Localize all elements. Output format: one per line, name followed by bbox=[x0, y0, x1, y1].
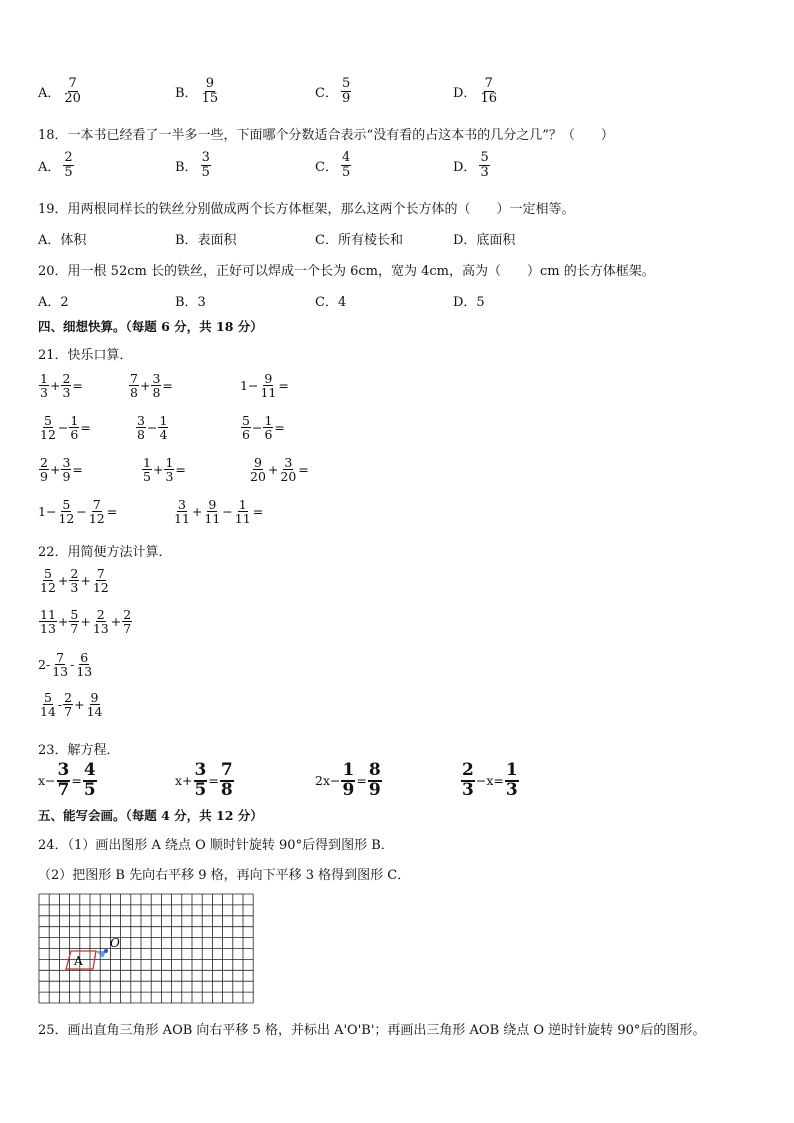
q20-option-d: D．5 bbox=[453, 295, 485, 310]
operator: − bbox=[146, 420, 158, 436]
option-label: D． bbox=[453, 85, 477, 101]
denominator: 14 bbox=[40, 704, 56, 720]
q21-expression bbox=[128, 372, 173, 399]
fraction bbox=[341, 151, 351, 179]
q21-expression bbox=[38, 456, 83, 483]
fraction bbox=[136, 414, 146, 441]
denominator: 7 bbox=[64, 704, 73, 720]
fraction bbox=[341, 77, 351, 105]
q21-expression bbox=[38, 372, 83, 399]
fraction bbox=[479, 151, 489, 179]
fraction bbox=[129, 372, 139, 399]
numerator: 11 bbox=[40, 607, 56, 622]
fraction bbox=[57, 498, 75, 525]
q23-title: 23．解方程． bbox=[38, 743, 120, 758]
numerator: 7 bbox=[92, 497, 101, 512]
operator: + bbox=[267, 462, 279, 478]
denominator: 4 bbox=[159, 427, 168, 443]
option-label: A． bbox=[38, 159, 61, 175]
denominator: 3 bbox=[165, 469, 174, 485]
numerator: 7 bbox=[484, 76, 493, 91]
operator: = bbox=[356, 773, 367, 789]
numerator: 3 bbox=[177, 497, 186, 512]
fraction bbox=[63, 77, 82, 105]
denominator: 3 bbox=[505, 779, 518, 800]
numerator: 2 bbox=[123, 607, 132, 622]
numerator: 2 bbox=[62, 371, 71, 386]
q23-equation bbox=[315, 762, 383, 800]
numerator: 1 bbox=[159, 413, 168, 428]
q20-option-b: B．3 bbox=[175, 295, 206, 310]
numerator: 5 bbox=[70, 607, 79, 622]
q20-text: 20．用一根 52cm 长的铁丝，正好可以焊成一个长为 6cm，宽为 4cm，高为（ ）cm 的长方体框架。 bbox=[38, 264, 655, 279]
operator: − bbox=[57, 420, 69, 436]
label-a: A bbox=[74, 954, 83, 968]
denominator: 5 bbox=[201, 164, 210, 180]
denominator: 12 bbox=[40, 580, 56, 596]
operator: = bbox=[298, 462, 309, 478]
fraction bbox=[249, 456, 267, 483]
q18-text: 18．一本书已经看了一半多一些，下面哪个分数适合表示“没有看的占这本书的几分之几”？（ ） bbox=[38, 128, 614, 143]
denominator: 11 bbox=[234, 511, 251, 527]
fraction bbox=[341, 762, 355, 800]
denominator: 13 bbox=[52, 664, 69, 680]
numerator: 3 bbox=[62, 455, 71, 470]
q22-expression bbox=[38, 651, 94, 678]
numerator: 3 bbox=[137, 413, 145, 428]
fraction bbox=[39, 414, 57, 441]
q21-expression bbox=[172, 498, 263, 525]
fraction bbox=[142, 456, 152, 483]
denominator: 20 bbox=[280, 469, 297, 485]
fraction bbox=[122, 608, 132, 635]
operator: − bbox=[251, 420, 263, 436]
fraction bbox=[63, 151, 73, 179]
operator: + bbox=[80, 614, 91, 630]
numerator: 7 bbox=[96, 566, 105, 581]
denominator: 7 bbox=[70, 621, 79, 637]
fraction bbox=[61, 372, 71, 399]
numerator: 6 bbox=[80, 650, 89, 665]
q20-option-c: C．4 bbox=[315, 295, 347, 310]
denominator: 14 bbox=[86, 704, 103, 720]
operator: x− bbox=[38, 773, 56, 789]
denominator: 9 bbox=[341, 90, 351, 106]
option-label: C． bbox=[315, 85, 338, 101]
fraction bbox=[51, 651, 69, 678]
numerator: 5 bbox=[43, 566, 52, 581]
denominator: 6 bbox=[242, 427, 250, 443]
denominator: 16 bbox=[480, 90, 497, 106]
q21-expression bbox=[38, 498, 117, 525]
numerator: 1 bbox=[70, 413, 79, 428]
denominator: 7 bbox=[123, 621, 132, 637]
fraction bbox=[39, 608, 57, 635]
fraction bbox=[86, 691, 104, 718]
numerator: 5 bbox=[43, 690, 52, 705]
point-o-marker bbox=[104, 949, 108, 953]
label-o: O bbox=[110, 936, 120, 950]
denominator: 3 bbox=[40, 385, 48, 401]
operator: - bbox=[57, 697, 63, 713]
fraction bbox=[69, 414, 79, 441]
numerator: 7 bbox=[56, 650, 65, 665]
denominator: 12 bbox=[40, 427, 56, 443]
denominator: 6 bbox=[70, 427, 79, 443]
q19-option-b: B．表面积 bbox=[175, 233, 237, 248]
fraction bbox=[201, 151, 211, 179]
operator: −x= bbox=[475, 773, 504, 789]
numerator: 8 bbox=[368, 760, 381, 780]
q19-option-d: D．底面积 bbox=[453, 233, 516, 248]
numerator: 4 bbox=[83, 760, 96, 780]
section-four-heading: 四、细想快算。（每题 6 分，共 18 分） bbox=[38, 319, 263, 334]
fraction bbox=[259, 372, 277, 399]
denominator: 8 bbox=[152, 385, 161, 401]
fraction bbox=[368, 762, 382, 800]
operator: = bbox=[72, 462, 83, 478]
fraction bbox=[234, 498, 252, 525]
numerator: 9 bbox=[208, 497, 217, 512]
q21-expression bbox=[240, 372, 289, 399]
fraction bbox=[39, 691, 57, 718]
denominator: 12 bbox=[92, 580, 109, 596]
operator: - bbox=[70, 657, 75, 673]
option-label: B． bbox=[175, 159, 198, 175]
operator: + bbox=[74, 697, 85, 713]
numerator: 7 bbox=[68, 76, 77, 91]
q17-option-b bbox=[175, 77, 220, 105]
numerator: 5 bbox=[242, 413, 250, 428]
denominator: 5 bbox=[64, 164, 73, 180]
q21-expression bbox=[248, 456, 309, 483]
fraction bbox=[461, 762, 475, 800]
denominator: 20 bbox=[250, 469, 266, 485]
fraction bbox=[479, 77, 498, 105]
denominator: 9 bbox=[40, 469, 48, 485]
denominator: 8 bbox=[220, 779, 233, 800]
numerator: 3 bbox=[201, 150, 210, 165]
q22-expression bbox=[38, 567, 111, 594]
denominator: 12 bbox=[58, 511, 75, 527]
fraction bbox=[158, 414, 168, 441]
operator: + bbox=[191, 504, 203, 520]
operator: = bbox=[72, 378, 83, 394]
fraction bbox=[505, 762, 519, 800]
denominator: 13 bbox=[76, 664, 93, 680]
numerator: 2 bbox=[64, 690, 73, 705]
operator: + bbox=[49, 462, 61, 478]
denominator: 8 bbox=[130, 385, 138, 401]
fraction bbox=[201, 77, 220, 105]
q21-expression bbox=[38, 414, 91, 441]
q18-option-a bbox=[38, 151, 75, 179]
operator: = bbox=[274, 420, 285, 436]
fraction bbox=[39, 567, 57, 594]
numerator: 9 bbox=[264, 371, 273, 386]
q18-option-b bbox=[175, 151, 212, 179]
fraction bbox=[88, 498, 106, 525]
denominator: 6 bbox=[264, 427, 273, 443]
numerator: 1 bbox=[143, 455, 151, 470]
numerator: 3 bbox=[57, 760, 70, 780]
q17-option-a bbox=[38, 77, 83, 105]
operator: = bbox=[252, 504, 264, 520]
grid-lines bbox=[39, 894, 253, 1003]
operator: = bbox=[278, 378, 289, 394]
operator: − bbox=[76, 504, 87, 520]
numerator: 1 bbox=[40, 371, 48, 386]
operator: + bbox=[80, 573, 91, 589]
fraction bbox=[92, 567, 110, 594]
q23-equation bbox=[460, 762, 520, 800]
fraction bbox=[69, 608, 79, 635]
numerator: 4 bbox=[341, 150, 351, 165]
denominator: 11 bbox=[204, 511, 221, 527]
operator: 1− bbox=[38, 504, 57, 520]
fraction bbox=[164, 456, 174, 483]
numerator: 2 bbox=[64, 150, 73, 165]
operator: + bbox=[139, 378, 151, 394]
operator: = bbox=[175, 462, 186, 478]
denominator: 20 bbox=[64, 90, 81, 106]
operator: 2- bbox=[38, 657, 51, 673]
denominator: 3 bbox=[462, 779, 474, 800]
numerator: 5 bbox=[43, 413, 52, 428]
numerator: 2 bbox=[96, 607, 105, 622]
q19-text: 19．用两根同样长的铁丝分别做成两个长方体框架，那么这两个长方体的（ ）一定相等。 bbox=[38, 202, 575, 217]
denominator: 7 bbox=[57, 779, 70, 800]
numerator: 1 bbox=[165, 455, 174, 470]
numerator: 3 bbox=[284, 455, 293, 470]
operator: 1− bbox=[240, 378, 259, 394]
numerator: 9 bbox=[205, 76, 214, 91]
fraction bbox=[92, 608, 110, 635]
q17-option-d bbox=[453, 77, 499, 105]
q23-equation bbox=[175, 762, 235, 800]
denominator: 9 bbox=[368, 779, 381, 800]
q19-option-c: C．所有棱长和 bbox=[315, 233, 403, 248]
option-label: D． bbox=[453, 159, 477, 175]
option-label: B． bbox=[175, 85, 198, 101]
numerator: 1 bbox=[505, 760, 518, 780]
numerator: 3 bbox=[152, 371, 161, 386]
q18-option-d bbox=[453, 151, 491, 179]
operator: + bbox=[152, 462, 164, 478]
q22-expression bbox=[38, 691, 104, 718]
denominator: 13 bbox=[92, 621, 109, 637]
q20-option-a: A．2 bbox=[38, 295, 69, 310]
fraction bbox=[194, 762, 208, 800]
numerator: 5 bbox=[480, 150, 489, 165]
q23-equation bbox=[38, 762, 98, 800]
denominator: 3 bbox=[480, 164, 489, 180]
fraction bbox=[220, 762, 234, 800]
fraction bbox=[83, 762, 97, 800]
fraction bbox=[61, 456, 71, 483]
denominator: 5 bbox=[341, 164, 351, 180]
q18-option-c bbox=[315, 151, 352, 179]
numerator: 7 bbox=[220, 760, 233, 780]
denominator: 15 bbox=[201, 90, 219, 106]
operator: + bbox=[110, 614, 122, 630]
q19-option-a: A．体积 bbox=[38, 233, 87, 248]
fraction bbox=[173, 498, 191, 525]
denominator: 11 bbox=[174, 511, 190, 527]
section-five-heading: 五、能写会画。（每题 4 分，共 12 分） bbox=[38, 808, 263, 823]
numerator: 2 bbox=[462, 760, 474, 780]
fraction bbox=[39, 372, 49, 399]
denominator: 3 bbox=[62, 385, 71, 401]
numerator: 7 bbox=[130, 371, 138, 386]
q21-title: 21．快乐口算． bbox=[38, 348, 133, 363]
numerator: 5 bbox=[341, 76, 351, 91]
fraction bbox=[69, 567, 79, 594]
denominator: 12 bbox=[88, 511, 105, 527]
numerator: 3 bbox=[194, 760, 207, 780]
denominator: 8 bbox=[137, 427, 145, 443]
operator: + bbox=[57, 573, 69, 589]
option-label: C． bbox=[315, 159, 338, 175]
numerator: 1 bbox=[342, 760, 355, 780]
denominator: 5 bbox=[143, 469, 151, 485]
operator: = bbox=[162, 378, 173, 394]
numerator: 2 bbox=[70, 566, 79, 581]
numerator: 9 bbox=[253, 455, 262, 470]
q17-option-c bbox=[315, 77, 352, 105]
denominator: 5 bbox=[83, 779, 96, 800]
operator: − bbox=[222, 504, 233, 520]
denominator: 5 bbox=[194, 779, 207, 800]
q21-expression bbox=[135, 414, 169, 441]
fraction bbox=[63, 691, 73, 718]
operator: = bbox=[208, 773, 219, 789]
operator: + bbox=[49, 378, 61, 394]
q25-text: 25．画出直角三角形 AOB 向右平移 5 格，并标出 A'O'B'；再画出三角形 AOB 绕点 O 逆时针旋转 90°后的图形。 bbox=[38, 1023, 706, 1038]
operator: x+ bbox=[175, 773, 193, 789]
numerator: 9 bbox=[90, 690, 99, 705]
q24-grid-figure bbox=[38, 893, 254, 1004]
q22-expression bbox=[38, 608, 133, 635]
numerator: 2 bbox=[40, 455, 48, 470]
fraction bbox=[263, 414, 273, 441]
denominator: 3 bbox=[70, 580, 79, 596]
operator: = bbox=[71, 773, 82, 789]
operator: 2x− bbox=[315, 773, 341, 789]
option-label: A． bbox=[38, 85, 61, 101]
fraction bbox=[75, 651, 93, 678]
operator: = bbox=[106, 504, 118, 520]
fraction bbox=[39, 456, 49, 483]
q21-expression bbox=[141, 456, 186, 483]
denominator: 9 bbox=[342, 779, 355, 800]
operator: = bbox=[80, 420, 91, 436]
denominator: 11 bbox=[260, 385, 277, 401]
q24-line1: 24．（1）画出图形 A 绕点 O 顺时针旋转 90°后得到图形 B． bbox=[38, 838, 394, 853]
fraction bbox=[279, 456, 297, 483]
q21-expression bbox=[240, 414, 285, 441]
numerator: 1 bbox=[238, 497, 247, 512]
fraction bbox=[203, 498, 221, 525]
q24-line2: （2）把图形 B 先向右平移 9 格，再向下平移 3 格得到图形 C． bbox=[38, 868, 411, 883]
numerator: 5 bbox=[62, 497, 71, 512]
fraction bbox=[151, 372, 161, 399]
q22-title: 22．用简便方法计算． bbox=[38, 545, 172, 560]
denominator: 9 bbox=[62, 469, 71, 485]
fraction bbox=[57, 762, 71, 800]
numerator: 1 bbox=[264, 413, 273, 428]
operator: + bbox=[57, 614, 69, 630]
denominator: 13 bbox=[40, 621, 56, 637]
fraction bbox=[241, 414, 251, 441]
